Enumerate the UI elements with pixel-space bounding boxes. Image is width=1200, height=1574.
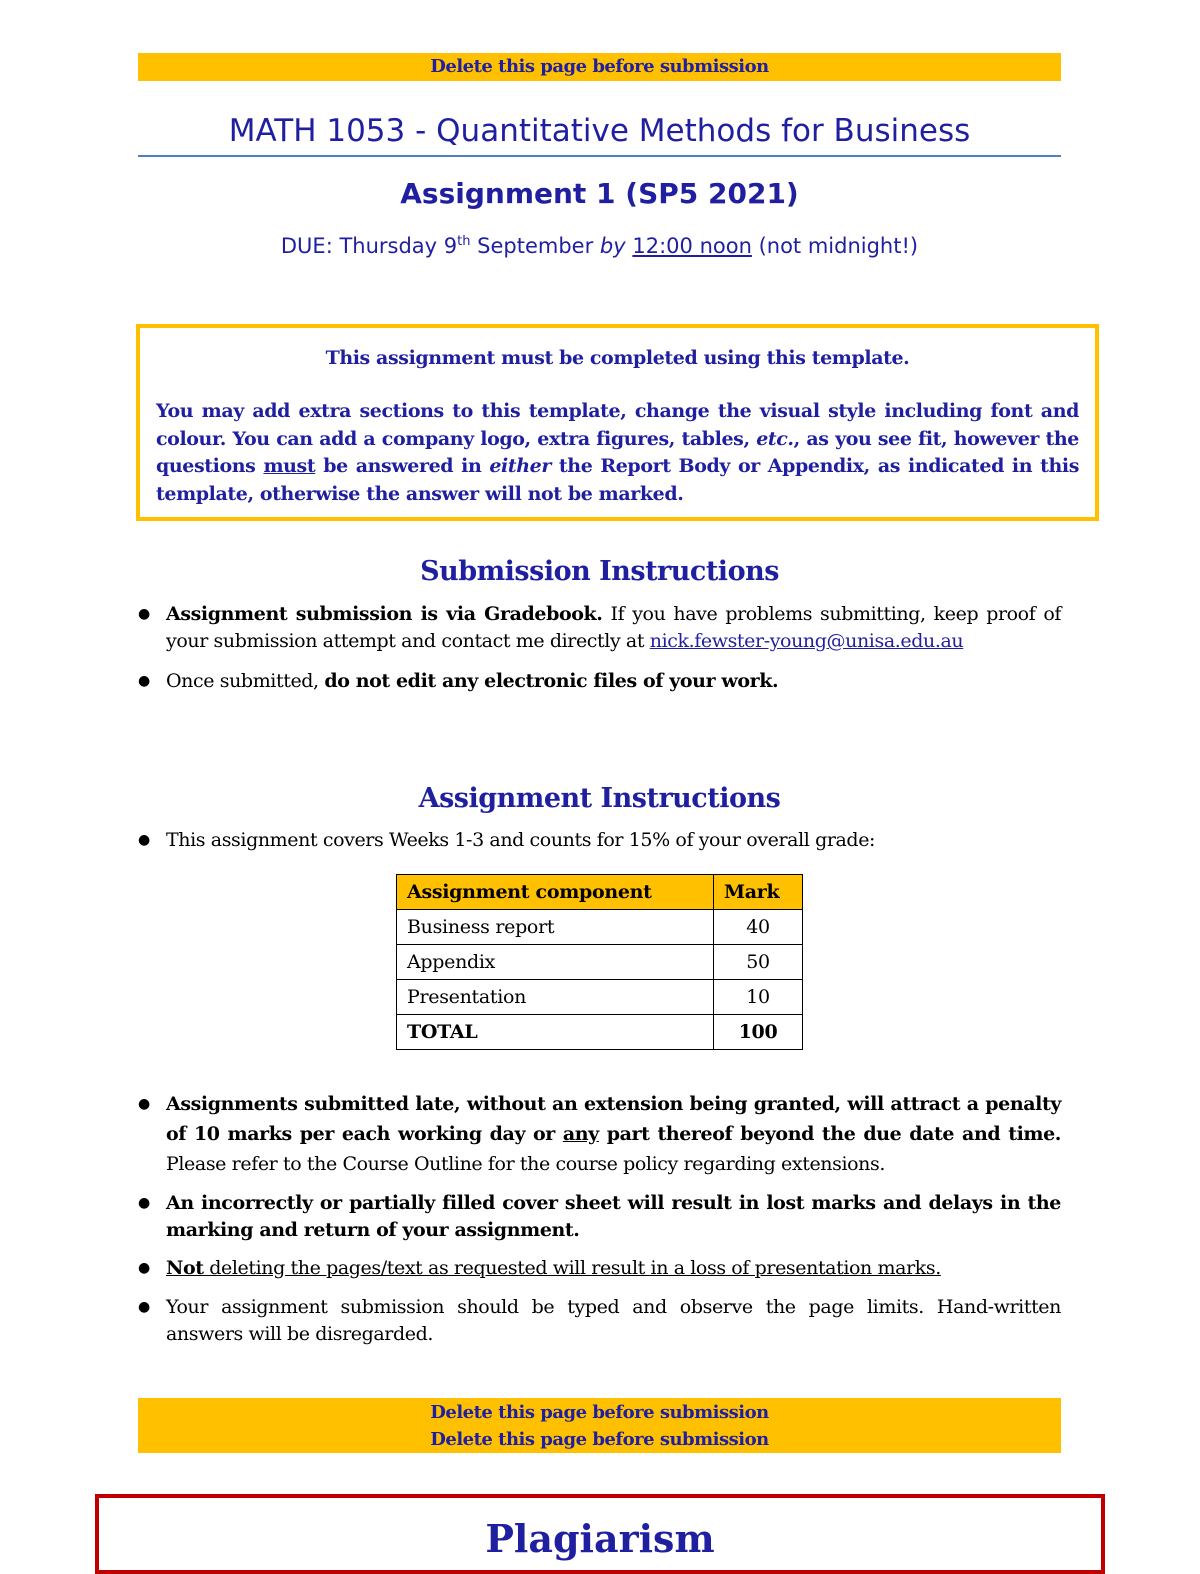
- assignment-title: Assignment 1 (SP5 2021): [400, 177, 799, 210]
- submission-heading: Submission Instructions: [420, 556, 779, 587]
- email-link[interactable]: nick.fewster-young@unisa.edu.au: [649, 630, 964, 652]
- bullet-icon: ●: [138, 832, 150, 848]
- template-notice-line: This assignment must be completed using this template.: [325, 347, 910, 369]
- delete-banner-line: Delete this page before submission: [430, 1402, 769, 1423]
- table-row: [397, 910, 803, 945]
- bullet-icon: ●: [138, 606, 150, 622]
- table-cell-component: Business report: [397, 910, 714, 945]
- table-row: [397, 945, 803, 980]
- bullet-icon: ●: [138, 1260, 150, 1276]
- bullet-icon: ●: [138, 1195, 150, 1211]
- table-total-row: [397, 1015, 803, 1050]
- template-notice-box: [136, 324, 1099, 521]
- due-date: DUE: Thursday 9th September by 12:00 noon (not midnight!): [280, 234, 919, 258]
- submission-bullet-gradebook: ● Assignment submission is via Gradebook. If you have problems submitting, keep proof of your submission attempt and contact me directly at nick.fewster-young@unisa.edu.au: [138, 601, 1061, 655]
- bullet-icon: ●: [138, 1096, 150, 1112]
- table-cell-mark: 10: [714, 980, 803, 1015]
- table-cell-mark: 50: [714, 945, 803, 980]
- delete-banner-bottom: [138, 1398, 1061, 1453]
- plagiarism-heading: Plagiarism: [485, 1516, 715, 1561]
- table-cell-mark: 40: [714, 910, 803, 945]
- marks-table: [396, 874, 803, 1050]
- plagiarism-box: [95, 1494, 1105, 1574]
- assignment-bullet-weeks: ● This assignment covers Weeks 1-3 and counts for 15% of your overall grade:: [138, 827, 1061, 854]
- table-total-value: 100: [714, 1015, 803, 1050]
- table-header-row: [397, 875, 803, 910]
- assignment-bullet-delete: ● Not deleting the pages/text as requested will result in a loss of presentation marks.: [138, 1255, 1061, 1282]
- course-title: MATH 1053 - Quantitative Methods for Business: [228, 113, 971, 149]
- table-header-component: Assignment component: [397, 875, 714, 910]
- title-divider: [138, 155, 1061, 157]
- submission-bullet-noedit: ● Once submitted, do not edit any electronic files of your work.: [138, 668, 1061, 695]
- delete-banner-top: Delete this page before submission: [138, 53, 1061, 81]
- bullet-icon: ●: [138, 1299, 150, 1315]
- table-row: [397, 980, 803, 1015]
- bullet-icon: ●: [138, 673, 150, 689]
- assignment-bullet-coversheet: ● An incorrectly or partially filled cover sheet will result in lost marks and delays in the marking and return of your assignment.: [138, 1190, 1061, 1244]
- table-header-mark: Mark: [714, 875, 803, 910]
- table-cell-component: Presentation: [397, 980, 714, 1015]
- assignment-heading: Assignment Instructions: [418, 783, 781, 814]
- table-total-label: TOTAL: [397, 1015, 714, 1050]
- template-notice-paragraph: You may add extra sections to this template, change the visual style including font and colour. You can add a company logo, extra figures, tables, etc., as you see fit, however the questions must be answered in either the Report Body or Appendix, as indicated in this template, otherwise the answer will not be marked.: [156, 400, 1080, 505]
- table-cell-component: Appendix: [397, 945, 714, 980]
- assignment-bullet-typed: ● Your assignment submission should be typed and observe the page limits. Hand-written answers will be disregarded.: [138, 1294, 1061, 1348]
- delete-banner-line: Delete this page before submission: [430, 1429, 769, 1450]
- assignment-bullet-late: ● Assignments submitted late, without an extension being granted, will attract a penalty of 10 marks per each working day or any part thereof beyond the due date and time. Please refer to the Course Outline for the course policy regarding extensions.: [138, 1089, 1061, 1179]
